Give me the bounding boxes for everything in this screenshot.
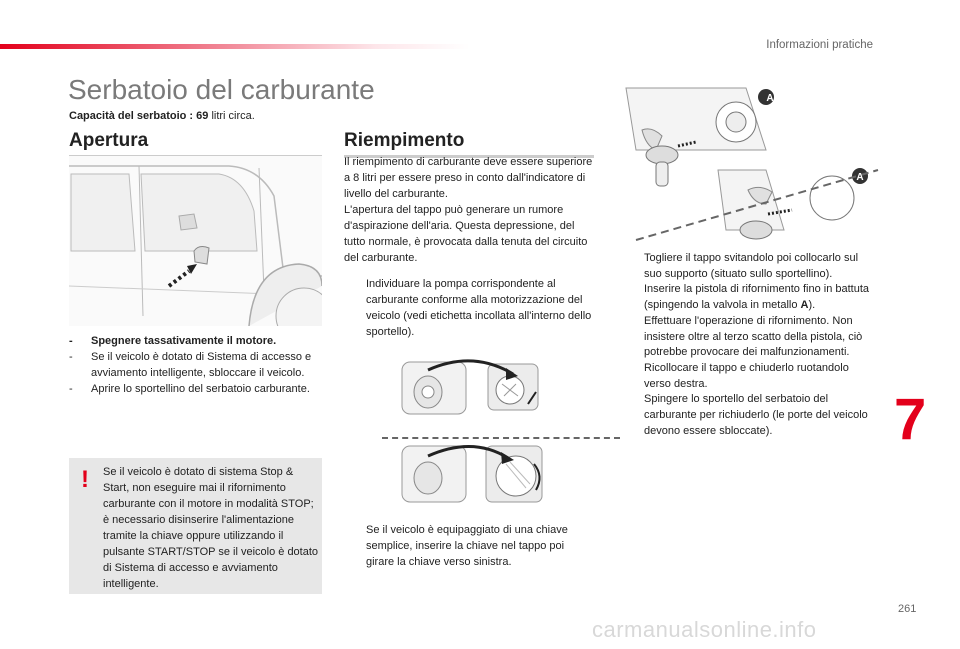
step-text: Spegnere tassativamente il motore. — [91, 335, 277, 347]
bullet-text: Individuare la pompa corrispondente al carburante conforme alla motorizzazione del veicolo (vedi etichetta incollata all'interno dello sportello). — [366, 278, 592, 338]
step-text: Ricollocare il tappo e chiuderlo ruotandolo verso destra. — [644, 361, 849, 390]
step-text: Se il veicolo è dotato di Sistema di accesso e avviamento intelligente, sbloccare il veicolo. — [91, 351, 312, 379]
valve-reference: A — [800, 299, 809, 312]
refuelling-step — [620, 314, 875, 361]
refuelling-step — [620, 392, 875, 439]
refuelling-step — [620, 251, 875, 282]
bullet-text: Se il veicolo è equipaggiato di una chiave semplice, inserire la chiave nel tappo poi girare la chiave verso sinistra. — [366, 524, 568, 568]
valve-label-bottom: A — [856, 172, 864, 183]
step-text: Inserire la pistola di rifornimento fino in battuta (spingendo la valvola in metallo — [644, 283, 870, 312]
heading-apertura: Apertura — [69, 130, 149, 151]
capacity-label: Capacità del serbatoio : 69 — [69, 110, 209, 122]
page-number: 261 — [898, 603, 917, 615]
page-title: Serbatoio del carburante — [68, 74, 375, 105]
step-marker: - — [69, 335, 73, 347]
apertura-step — [69, 381, 324, 397]
warning-text: Se il veicolo è dotato di sistema Stop & Start, non eseguire mai il rifornimento carburante con il motore in modalità STOP; è necessario disinserire l'alimentazione tramite la chiave oppure utilizzando il pulsante START/STOP se il veicolo è dotato di Sistema di accesso e avviamento intelligente. — [103, 466, 319, 590]
warning-icon: ! — [81, 466, 89, 493]
fuel-cap-key-illustration — [398, 440, 548, 510]
refuelling-nozzle-illustration — [596, 80, 880, 246]
refuelling-steps — [620, 251, 875, 439]
riempimento-intro: Il riempimento di carburante deve essere superiore a 8 litri per essere preso in conto dall'indicatore di livello del carburante. L'apertura del tappo può generare un rumore d'aspirazione dell'aria. Questa depressione, del tutto normale, è provocata dalla tenuta del circuito del carburante. — [344, 156, 593, 264]
step-text-end: ). — [808, 299, 816, 312]
van-fuel-flap-illustration — [69, 156, 322, 326]
warning-box — [69, 458, 322, 594]
capacity-rest: litri circa. — [208, 110, 255, 122]
header-accent-bar — [0, 44, 470, 49]
bullet-item — [344, 276, 594, 340]
tank-capacity — [69, 110, 255, 122]
apertura-step — [69, 349, 324, 381]
chapter-number: 7 — [894, 387, 927, 452]
valve-label-top: A — [766, 93, 774, 104]
heading-riempimento: Riempimento — [344, 130, 465, 151]
step-marker: - — [69, 351, 73, 363]
figure-divider — [382, 437, 620, 439]
refuelling-step — [620, 361, 875, 392]
step-text: Spingere lo sportello del serbatoio del carburante per richiuderlo (le porte del veicolo devono essere sbloccate). — [644, 393, 868, 437]
bullet-item — [344, 522, 594, 570]
fuel-cap-open-illustration — [398, 354, 548, 424]
riempimento-bullet-2 — [344, 522, 594, 570]
refuelling-step — [620, 282, 875, 313]
step-text: Togliere il tappo svitandolo poi collocarlo sul suo supporto (situato sullo sportellino). — [644, 252, 859, 280]
step-marker: - — [69, 383, 73, 395]
step-text: Aprire lo sportellino del serbatoio carburante. — [91, 383, 310, 395]
apertura-step — [69, 333, 324, 349]
watermark: carmanualsonline.info — [592, 617, 817, 642]
step-text: Effettuare l'operazione di rifornimento. Non insistere oltre al terzo scatto della pistola, ciò potrebbe provocare dei malfunzionamenti. — [644, 314, 863, 359]
riempimento-bullet-1 — [344, 276, 594, 340]
apertura-steps — [69, 333, 324, 397]
section-label: Informazioni pratiche — [766, 39, 873, 51]
